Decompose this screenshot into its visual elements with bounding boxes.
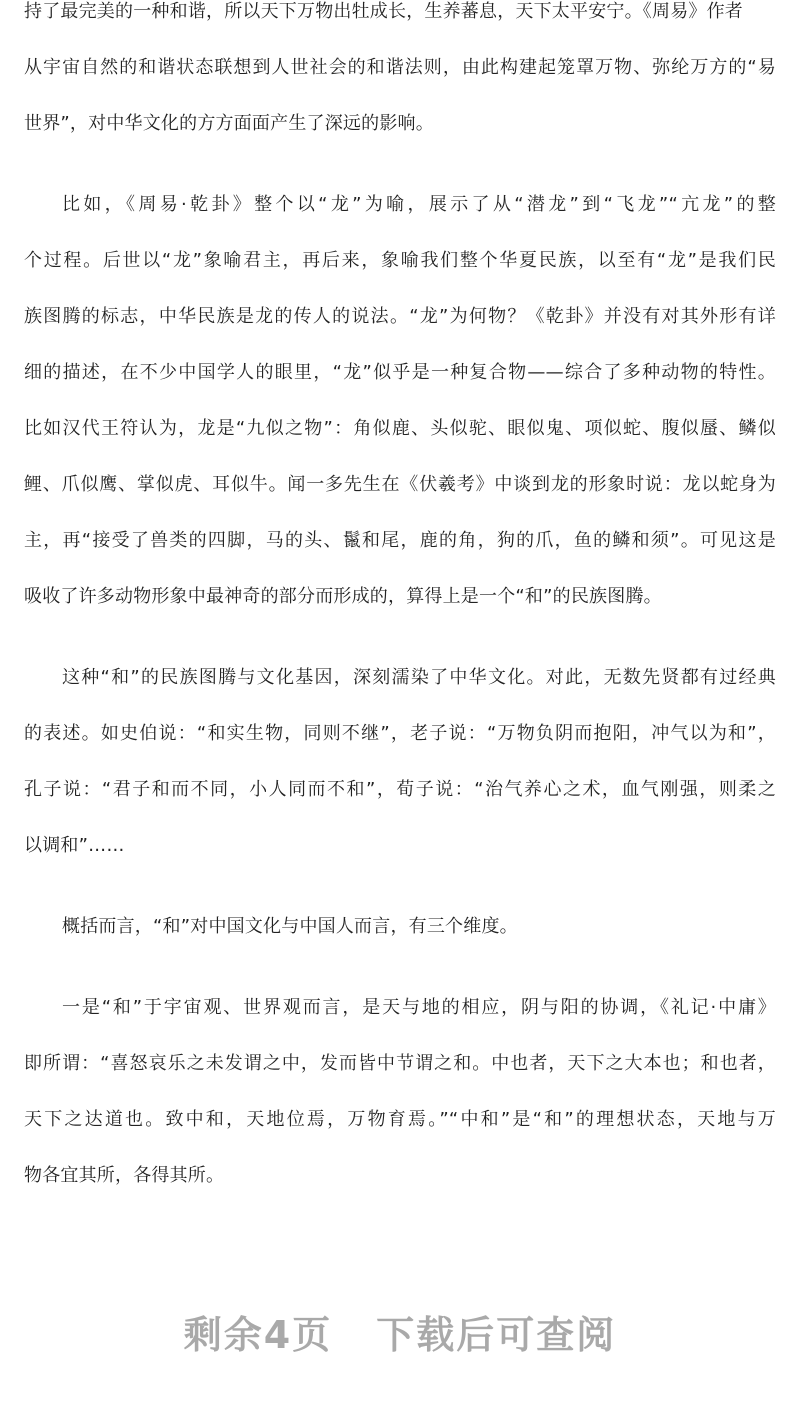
paragraph-5	[0, 980, 800, 1204]
text-line: 世界”，对中华文化的方方面面产生了深远的影响。	[24, 113, 434, 134]
download-to-view-label: 下载后可查阅	[376, 1313, 617, 1357]
text-line: 物各宜其所，各得其所。	[24, 1165, 225, 1186]
text-line: 吸收了许多动物形象中最神奇的部分而形成的，算得上是一个“和”的民族图腾。	[24, 586, 662, 607]
paragraph-2	[0, 177, 800, 625]
paragraph-0	[0, 0, 800, 40]
text-line: 比如汉代王符认为，龙是“九似之物”：角似鹿、头似驼、眼似鬼、项似蛇、腹似蜃、鳞似	[24, 418, 776, 439]
text-line: 以调和”……	[24, 835, 125, 856]
text-line: 的表述。如史伯说：“和实生物，同则不继”，老子说：“万物负阴而抱阳，冲气以为和”，	[24, 723, 776, 744]
paragraph-1	[0, 40, 800, 152]
text-line: 概括而言，“和”对中国文化与中国人而言，有三个维度。	[62, 916, 518, 937]
text-line: 这种“和”的民族图腾与文化基因，深刻濡染了中华文化。对此，无数先贤都有过经典	[62, 667, 776, 688]
paragraph-3	[0, 650, 800, 874]
paragraph-4	[0, 899, 800, 955]
text-line: 比如，《周易·乾卦》整个以“龙”为喻，展示了从“潜龙”到“飞龙”“亢龙”的整	[62, 194, 776, 215]
text-line: 个过程。后世以“龙”象喻君主，再后来，象喻我们整个华夏民族，以至有“龙”是我们民	[24, 250, 776, 271]
text-line: 鲤、爪似鹰、掌似虎、耳似牛。闻一多先生在《伏羲考》中谈到龙的形象时说：龙以蛇身为	[24, 474, 776, 495]
download-banner[interactable]	[0, 1304, 800, 1359]
text-line: 主，再“接受了兽类的四脚，马的头、鬣和尾，鹿的角，狗的爪，鱼的鳞和须”。可见这是	[24, 530, 776, 551]
text-line: 族图腾的标志，中华民族是龙的传人的说法。“龙”为何物？《乾卦》并没有对其外形有详	[24, 306, 776, 327]
remaining-pages-label: 剩余4页	[183, 1313, 333, 1357]
text-line: 孔子说：“君子和而不同，小人同而不和”，荀子说：“治气养心之术，血气刚强，则柔之	[24, 779, 776, 800]
text-line: 从宇宙自然的和谐状态联想到人世社会的和谐法则，由此构建起笼罩万物、弥纶万方的“易	[24, 57, 776, 78]
text-line: 一是“和”于宇宙观、世界观而言，是天与地的相应，阴与阳的协调，《礼记·中庸》	[62, 997, 776, 1018]
text-line: 细的描述，在不少中国学人的眼里，“龙”似乎是一种复合物——综合了多种动物的特性。	[24, 362, 776, 383]
text-line: 即所谓：“喜怒哀乐之未发谓之中，发而皆中节谓之和。中也者，天下之大本也；和也者，	[24, 1053, 776, 1074]
text-line: 天下之达道也。致中和，天地位焉，万物育焉。”“中和”是“和”的理想状态，天地与万	[24, 1109, 776, 1130]
text-line: 持了最完美的一种和谐，所以天下万物出牡成长，生养蕃息，天下太平安宁。《周易》作者	[24, 1, 743, 22]
